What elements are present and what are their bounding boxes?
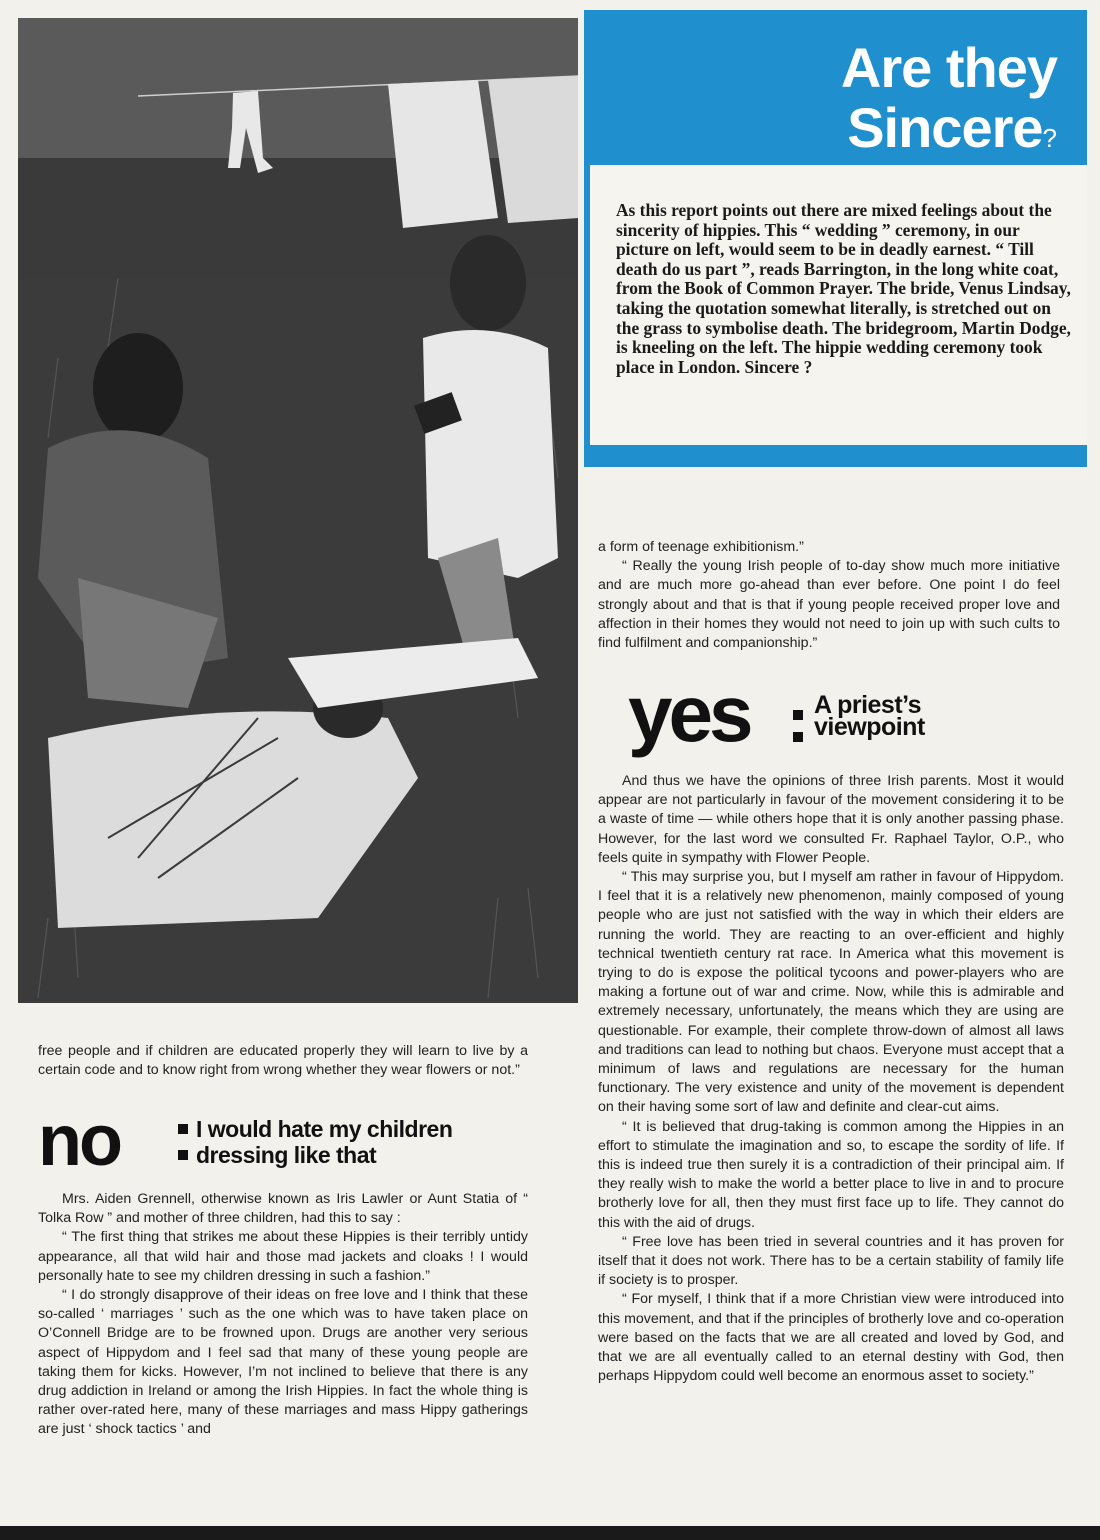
no-headline: [38, 1101, 558, 1181]
paragraph: a form of teenage exhibitionism.”: [598, 539, 804, 555]
left-column-bottom: [38, 1190, 528, 1440]
paragraph: And thus we have the opinions of three Irish parents. Most it would appear are not particularly in favour of the movement considering it to be a waste of time — while others hope that it is only another passing phase. However, for the last word we consulted Fr. Raphael Taylor, O.P., who feels quite in sympathy with Flower People.: [598, 773, 1064, 866]
caption-divider: [584, 445, 1087, 467]
no-subheading: [196, 1116, 576, 1168]
title-line-1: Are they: [840, 36, 1057, 99]
headline-bullet: [178, 1124, 188, 1134]
wedding-photo: [18, 18, 578, 1003]
photo-caption: As this report points out there are mixed feelings about the sincerity of hippies. This “ wedding ” ceremony, in our picture on left, would seem to be in deadly earnest. “ Till death do us part ”, reads Barrington, in the long white coat, from the Book of Common Prayer. The bride, Venus Lindsay, taking the quotation somewhat literally, is stretched out on the grass to symbolise death. The bridegroom, Martin Dodge, is kneeling on the left. The hippie wedding ceremony took place in London. Sincere ?: [616, 200, 1071, 377]
headline-bullet: [793, 732, 803, 742]
headline-bullet: [793, 710, 803, 720]
no-subheading-line-1: I would hate my children: [196, 1116, 453, 1142]
yes-subheading-line-2: viewpoint: [814, 713, 925, 741]
paragraph: free people and if children are educated properly they will learn to live by a certain code and to know right from wrong whether they wear flowers or not.”: [38, 1043, 528, 1079]
no-word: no: [38, 1101, 120, 1181]
paragraph: “ For myself, I think that if a more Christian view were introduced into this movement, and that if the principles of brotherly love and co-operation were based on the facts that we are all created and loved by God, and that we are all eventually called to an eternal destiny with God, then perhaps Hippydom could well become an enormous asset to society.”: [598, 1291, 1064, 1385]
yes-subheading-line-1: A priest’s: [814, 691, 922, 719]
caption-box: [584, 165, 1087, 445]
right-column-bottom: [598, 772, 1064, 1387]
page-title: [617, 38, 1057, 168]
photo-illustration: [18, 18, 578, 1003]
page-bottom-rule: [0, 1526, 1100, 1540]
title-line-2: Sincere: [847, 96, 1043, 159]
yes-headline: [628, 669, 1028, 760]
title-box: [584, 10, 1087, 165]
yes-subheading: [814, 691, 1014, 741]
no-subheading-line-2: dressing like that: [196, 1142, 377, 1168]
yes-word: yes: [628, 669, 750, 758]
paragraph: “ Free love has been tried in several countries and it has proven for itself that it does not work. There has to be a certain stability of family life if society is to prosper.: [598, 1233, 1064, 1289]
paragraph: “ It is believed that drug-taking is common among the Hippies in an effort to stimulate the imagination and so, to escape the sordity of life. If this is indeed true then surely it is a contradiction of their principal aim. If they really wish to make the world a better place to live in and to procure brotherly love for all, then they must first face up to life. They cannot do this with the aid of drugs.: [598, 1118, 1064, 1231]
paragraph: “ Really the young Irish people of to-day show much more initiative and are much more go-ahead than ever before. One point I do feel strongly about and that is that if young people received proper love and affection in their homes they would not need to join up with such cults to find fulfilment and companionship.”: [598, 558, 1060, 652]
paragraph: “ The first thing that strikes me about these Hippies is their terribly untidy appearance, all that wild hair and those mad jackets and cloaks ! I would personally hate to see my children dressing in such a fashion.”: [38, 1229, 528, 1284]
left-column-top: [38, 1042, 528, 1080]
right-column-top: [598, 538, 1060, 653]
headline-bullet: [178, 1150, 188, 1160]
title-question-mark: ?: [1042, 123, 1057, 153]
paragraph: Mrs. Aiden Grennell, otherwise known as Iris Lawler or Aunt Statia of “ Tolka Row ” and mother of three children, had this to say :: [38, 1191, 528, 1227]
paragraph: “ This may surprise you, but I myself am rather in favour of Hippydom. I feel that it is a relatively new phenomenon, mainly composed of young people who are just not satisfied with the way in which their elders are running the world. They are reacting to an over-efficient and highly technical twentieth century rat race. In America what this movement is trying to do is expose the political tycoons and power-players who are making a fortune out of war and crime. Now, while this is admirable and extremely necessary, unfortunately, the means which they are using are questionable. For example, their complete throw-down of almost all laws and traditions can lead to nothing but chaos. Everyone must accept that a minimum of laws and regulations are necessary for the human functionary. The very existence and unity of the movement is dependent on their having some sort of law and definite and clear-cut aims.: [598, 869, 1064, 1116]
paragraph: “ I do strongly disapprove of their ideas on free love and I think that these so-called ‘ marriages ’ such as the one which was to have taken place on O’Connell Bridge are to be frowned upon. Drugs are another very serious aspect of Hippydom and I feel sad that many of these young people are taking them for kicks. However, I’m not inclined to believe that there is any drug addiction in Ireland or among the Irish Hippies. In fact the whole thing is rather over-rated here, many of these marriages and mass Hippy gatherings are just ‘ shock tactics ’ and: [38, 1287, 528, 1438]
